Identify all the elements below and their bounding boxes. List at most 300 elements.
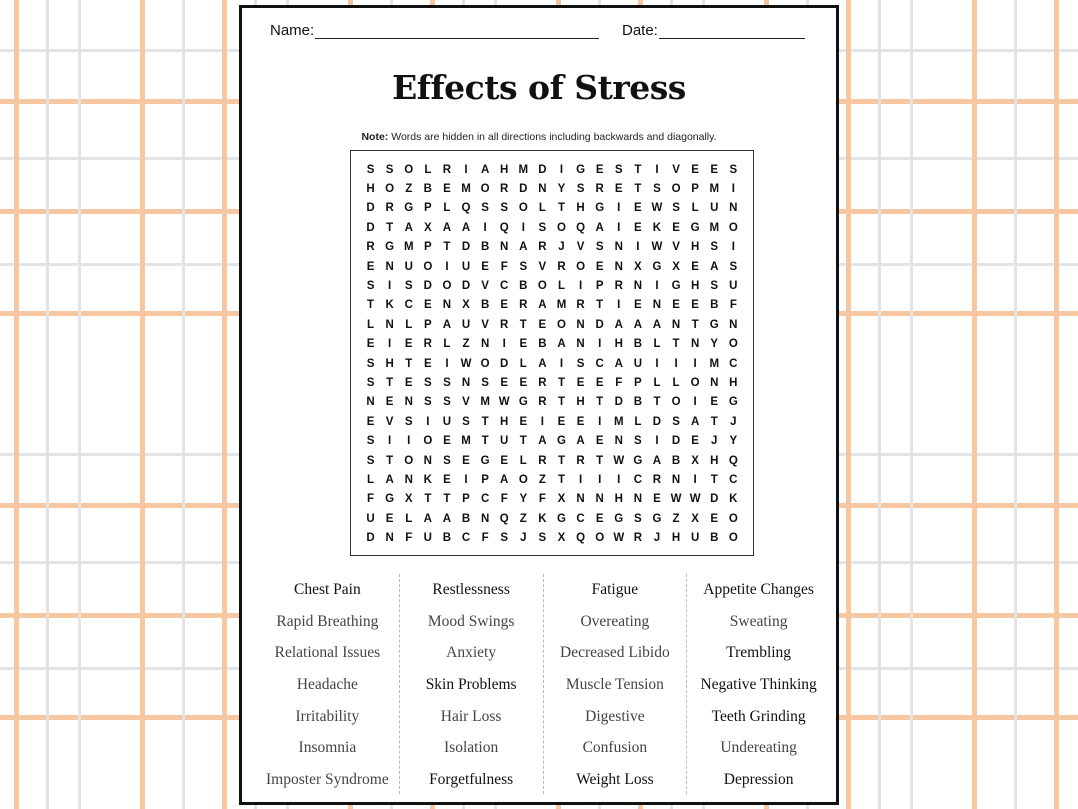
grid-letter[interactable]: I <box>578 280 583 293</box>
grid-letter[interactable]: O <box>537 280 547 293</box>
grid-letter[interactable]: S <box>710 280 719 293</box>
grid-letter[interactable]: L <box>405 512 413 525</box>
grid-row-letters[interactable] <box>361 513 743 525</box>
grid-letter[interactable]: T <box>634 163 642 176</box>
grid-letter[interactable]: D <box>461 280 471 293</box>
grid-letter[interactable]: V <box>576 241 585 254</box>
grid-letter[interactable]: A <box>461 221 471 234</box>
grid-letter[interactable]: C <box>729 473 738 486</box>
grid-letter[interactable]: R <box>633 532 643 545</box>
grid-letter[interactable]: C <box>729 357 738 370</box>
grid-letter[interactable]: L <box>557 280 565 293</box>
grid-letter[interactable]: M <box>709 357 720 370</box>
grid-row-letters[interactable] <box>361 358 743 370</box>
grid-letter[interactable]: D <box>595 318 604 331</box>
grid-letter[interactable]: S <box>519 260 528 273</box>
date-field[interactable] <box>622 22 805 39</box>
grid-letter[interactable]: L <box>405 318 413 331</box>
grid-letter[interactable]: X <box>634 260 642 273</box>
grid-letter[interactable]: I <box>598 415 602 428</box>
grid-letter[interactable]: P <box>462 493 470 506</box>
grid-letter[interactable]: T <box>405 357 413 370</box>
grid-letter[interactable]: I <box>617 202 621 215</box>
grid-letter[interactable]: I <box>655 435 659 448</box>
grid-letter[interactable]: O <box>518 473 528 486</box>
grid-letter[interactable]: K <box>652 221 662 234</box>
grid-letter[interactable]: N <box>480 338 490 351</box>
grid-letter[interactable]: A <box>538 299 547 312</box>
grid-letter[interactable]: G <box>728 396 738 409</box>
grid-letter[interactable]: A <box>480 163 490 176</box>
grid-letter[interactable]: P <box>481 473 489 486</box>
grid-letter[interactable]: M <box>480 396 490 409</box>
grid-letter[interactable]: I <box>559 357 564 370</box>
grid-letter[interactable]: L <box>367 473 375 486</box>
grid-letter[interactable]: O <box>728 532 738 545</box>
grid-letter[interactable]: E <box>691 163 699 176</box>
grid-letter[interactable]: G <box>480 454 490 467</box>
grid-letter[interactable]: R <box>652 473 662 486</box>
grid-row-letters[interactable] <box>361 319 743 331</box>
grid-letter[interactable]: U <box>461 260 471 273</box>
grid-letter[interactable]: N <box>385 532 394 545</box>
grid-letter[interactable]: L <box>519 454 527 467</box>
grid-letter[interactable]: D <box>519 183 528 196</box>
grid-letter[interactable]: G <box>671 280 681 293</box>
grid-letter[interactable]: G <box>385 493 395 506</box>
grid-letter[interactable]: R <box>442 163 452 176</box>
grid-letter[interactable]: L <box>672 376 680 389</box>
grid-row-letters[interactable] <box>361 532 743 544</box>
grid-letter[interactable]: S <box>385 163 394 176</box>
grid-letter[interactable]: S <box>443 454 451 467</box>
grid-letter[interactable]: H <box>671 532 681 545</box>
grid-letter[interactable]: G <box>652 512 662 525</box>
grid-letter[interactable]: L <box>424 163 432 176</box>
grid-letter[interactable]: S <box>500 202 509 215</box>
grid-row-letters[interactable] <box>361 493 743 505</box>
grid-letter[interactable]: Y <box>519 493 528 506</box>
grid-letter[interactable]: I <box>578 473 583 486</box>
grid-letter[interactable]: W <box>651 202 663 215</box>
grid-letter[interactable]: I <box>655 163 659 176</box>
grid-letter[interactable]: O <box>557 318 566 331</box>
grid-letter[interactable]: O <box>728 338 738 351</box>
grid-letter[interactable]: E <box>634 221 642 234</box>
grid-letter[interactable]: S <box>672 202 680 215</box>
grid-letter[interactable]: T <box>672 338 680 351</box>
grid-letter[interactable]: W <box>670 493 682 506</box>
grid-letter[interactable]: E <box>576 376 585 389</box>
grid-letter[interactable]: I <box>521 221 525 234</box>
grid-letter[interactable]: G <box>404 202 414 215</box>
grid-letter[interactable]: E <box>710 396 719 409</box>
grid-letter[interactable]: I <box>655 357 659 370</box>
grid-letter[interactable]: J <box>711 435 718 448</box>
grid-letter[interactable]: A <box>652 318 662 331</box>
grid-letter[interactable]: A <box>385 473 394 486</box>
grid-letter[interactable]: L <box>538 202 546 215</box>
grid-letter[interactable]: T <box>691 318 699 331</box>
grid-letter[interactable]: D <box>366 202 375 215</box>
grid-letter[interactable]: S <box>481 202 489 215</box>
grid-letter[interactable]: A <box>690 415 700 428</box>
grid-letter[interactable]: V <box>462 396 470 409</box>
grid-letter[interactable]: S <box>576 357 585 370</box>
grid-letter[interactable]: R <box>538 376 547 389</box>
grid-letter[interactable]: M <box>403 241 414 254</box>
grid-letter[interactable]: U <box>690 532 700 545</box>
grid-letter[interactable]: I <box>731 183 735 196</box>
grid-letter[interactable]: W <box>460 357 472 370</box>
grid-letter[interactable]: S <box>500 532 509 545</box>
grid-letter[interactable]: S <box>423 376 432 389</box>
grid-letter[interactable]: O <box>557 221 566 234</box>
grid-letter[interactable]: O <box>576 260 586 273</box>
grid-letter[interactable]: A <box>710 260 719 273</box>
grid-letter[interactable]: B <box>461 512 471 525</box>
grid-letter[interactable]: E <box>691 435 699 448</box>
grid-letter[interactable]: O <box>671 183 681 196</box>
grid-letter[interactable]: U <box>710 202 719 215</box>
grid-letter[interactable]: E <box>462 454 470 467</box>
grid-letter[interactable]: S <box>423 396 432 409</box>
grid-row-letters[interactable] <box>361 435 743 447</box>
grid-letter[interactable]: N <box>633 493 643 506</box>
grid-letter[interactable]: N <box>652 299 662 312</box>
grid-letter[interactable]: D <box>366 221 375 234</box>
grid-letter[interactable]: L <box>653 338 661 351</box>
grid-letter[interactable]: E <box>500 299 509 312</box>
grid-letter[interactable]: D <box>423 280 432 293</box>
grid-letter[interactable]: V <box>481 318 489 331</box>
grid-letter[interactable]: Z <box>462 338 470 351</box>
grid-letter[interactable]: S <box>366 280 375 293</box>
grid-letter[interactable]: E <box>557 415 566 428</box>
grid-letter[interactable]: I <box>617 473 621 486</box>
grid-letter[interactable]: B <box>633 338 643 351</box>
date-line[interactable] <box>659 24 805 39</box>
grid-letter[interactable]: A <box>595 221 604 234</box>
grid-letter[interactable]: R <box>500 318 509 331</box>
grid-letter[interactable]: D <box>500 357 509 370</box>
grid-letter[interactable]: A <box>652 454 662 467</box>
grid-letter[interactable]: E <box>500 454 509 467</box>
grid-letter[interactable]: I <box>445 260 449 273</box>
grid-letter[interactable]: O <box>423 435 433 448</box>
grid-letter[interactable]: O <box>728 512 738 525</box>
grid-letter[interactable]: D <box>366 532 375 545</box>
grid-letter[interactable]: M <box>556 299 567 312</box>
grid-letter[interactable]: W <box>651 241 663 254</box>
grid-letter[interactable]: H <box>385 357 394 370</box>
grid-letter[interactable]: S <box>672 415 680 428</box>
grid-letter[interactable]: T <box>653 396 661 409</box>
grid-letter[interactable]: E <box>595 376 604 389</box>
grid-letter[interactable]: I <box>426 415 430 428</box>
grid-letter[interactable]: N <box>404 473 413 486</box>
grid-letter[interactable]: H <box>500 163 509 176</box>
grid-letter[interactable]: H <box>576 396 585 409</box>
grid-letter[interactable]: U <box>461 318 471 331</box>
grid-letter[interactable]: T <box>596 454 604 467</box>
grid-letter[interactable]: L <box>367 318 375 331</box>
grid-letter[interactable]: N <box>576 338 585 351</box>
grid-letter[interactable]: Z <box>538 473 546 486</box>
grid-letter[interactable]: N <box>538 183 547 196</box>
grid-row-letters[interactable] <box>361 474 743 486</box>
grid-letter[interactable]: A <box>557 338 566 351</box>
grid-letter[interactable]: X <box>691 512 699 525</box>
grid-letter[interactable]: A <box>538 435 547 448</box>
grid-letter[interactable]: O <box>671 396 681 409</box>
grid-letter[interactable]: T <box>519 435 527 448</box>
grid-letter[interactable]: B <box>442 532 452 545</box>
grid-letter[interactable]: I <box>464 473 468 486</box>
grid-letter[interactable]: N <box>671 318 681 331</box>
grid-letter[interactable]: E <box>519 376 528 389</box>
grid-letter[interactable]: N <box>710 376 719 389</box>
grid-letter[interactable]: R <box>614 280 623 293</box>
word-search-grid[interactable] <box>350 150 754 556</box>
grid-letter[interactable]: I <box>693 357 697 370</box>
grid-letter[interactable]: B <box>710 532 719 545</box>
grid-letter[interactable]: L <box>519 357 527 370</box>
grid-letter[interactable]: I <box>540 415 544 428</box>
grid-letter[interactable]: N <box>423 454 432 467</box>
grid-letter[interactable]: S <box>576 183 585 196</box>
grid-letter[interactable]: E <box>423 357 432 370</box>
grid-row-letters[interactable] <box>361 202 743 214</box>
grid-letter[interactable]: S <box>481 376 489 389</box>
grid-letter[interactable]: E <box>672 299 680 312</box>
grid-letter[interactable]: S <box>404 280 413 293</box>
grid-letter[interactable]: M <box>461 183 471 196</box>
grid-letter[interactable]: F <box>500 260 508 273</box>
grid-letter[interactable]: F <box>367 493 375 506</box>
grid-letter[interactable]: N <box>614 260 623 273</box>
grid-letter[interactable]: N <box>576 493 585 506</box>
grid-letter[interactable]: S <box>366 454 375 467</box>
grid-letter[interactable]: I <box>483 221 487 234</box>
grid-letter[interactable]: A <box>576 435 585 448</box>
grid-letter[interactable]: E <box>538 318 547 331</box>
grid-letter[interactable]: T <box>596 299 604 312</box>
grid-letter[interactable]: Q <box>499 221 509 234</box>
grid-letter[interactable]: R <box>538 454 547 467</box>
grid-letter[interactable]: Q <box>461 202 471 215</box>
grid-letter[interactable]: H <box>366 183 375 196</box>
grid-letter[interactable]: Z <box>519 512 527 525</box>
grid-letter[interactable]: X <box>672 260 680 273</box>
grid-letter[interactable]: G <box>709 318 719 331</box>
grid-letter[interactable]: T <box>443 241 451 254</box>
grid-letter[interactable]: W <box>689 493 701 506</box>
grid-letter[interactable]: L <box>691 202 699 215</box>
grid-letter[interactable]: A <box>442 221 452 234</box>
grid-letter[interactable]: J <box>520 532 527 545</box>
grid-letter[interactable]: F <box>615 376 623 389</box>
grid-letter[interactable]: Z <box>405 183 413 196</box>
grid-letter[interactable]: G <box>652 260 662 273</box>
grid-letter[interactable]: E <box>634 202 642 215</box>
grid-letter[interactable]: U <box>442 415 452 428</box>
grid-letter[interactable]: F <box>538 493 546 506</box>
grid-letter[interactable]: N <box>461 376 471 389</box>
grid-letter[interactable]: C <box>595 357 604 370</box>
grid-letter[interactable]: E <box>366 260 375 273</box>
grid-letter[interactable]: I <box>693 473 697 486</box>
grid-letter[interactable]: I <box>655 280 659 293</box>
grid-letter[interactable]: S <box>710 241 719 254</box>
grid-letter[interactable]: N <box>595 493 604 506</box>
grid-letter[interactable]: T <box>519 318 527 331</box>
grid-letter[interactable]: T <box>367 299 375 312</box>
grid-letter[interactable]: U <box>729 280 738 293</box>
grid-letter[interactable]: T <box>557 454 565 467</box>
grid-letter[interactable]: B <box>480 299 490 312</box>
grid-letter[interactable]: T <box>386 454 394 467</box>
grid-letter[interactable]: I <box>731 241 735 254</box>
grid-letter[interactable]: K <box>729 493 738 506</box>
grid-letter[interactable]: O <box>385 183 395 196</box>
grid-letter[interactable]: N <box>366 396 375 409</box>
grid-letter[interactable]: M <box>461 435 471 448</box>
grid-letter[interactable]: I <box>388 338 392 351</box>
grid-letter[interactable]: O <box>518 202 528 215</box>
grid-letter[interactable]: T <box>386 376 394 389</box>
grid-letter[interactable]: M <box>709 221 720 234</box>
grid-letter[interactable]: R <box>538 241 547 254</box>
grid-letter[interactable]: E <box>576 415 585 428</box>
grid-letter[interactable]: G <box>633 454 643 467</box>
grid-letter[interactable]: N <box>614 435 623 448</box>
grid-row-letters[interactable] <box>361 377 743 389</box>
grid-letter[interactable]: X <box>462 299 470 312</box>
grid-letter[interactable]: E <box>519 338 528 351</box>
grid-row-letters[interactable] <box>361 222 743 234</box>
grid-letter[interactable]: A <box>404 221 413 234</box>
grid-letter[interactable]: S <box>366 435 375 448</box>
grid-letter[interactable]: B <box>710 299 719 312</box>
grid-letter[interactable]: Q <box>499 512 509 525</box>
grid-letter[interactable]: L <box>634 415 642 428</box>
grid-letter[interactable]: S <box>366 376 375 389</box>
grid-letter[interactable]: R <box>557 260 566 273</box>
grid-letter[interactable]: T <box>557 376 565 389</box>
grid-letter[interactable]: D <box>652 415 662 428</box>
grid-letter[interactable]: O <box>728 221 738 234</box>
grid-letter[interactable]: B <box>423 183 432 196</box>
grid-letter[interactable]: B <box>671 454 681 467</box>
grid-letter[interactable]: D <box>710 493 719 506</box>
grid-letter[interactable]: A <box>614 318 623 331</box>
grid-letter[interactable]: R <box>500 183 509 196</box>
grid-letter[interactable]: N <box>480 512 490 525</box>
grid-letter[interactable]: E <box>519 415 528 428</box>
grid-letter[interactable]: B <box>633 396 643 409</box>
grid-letter[interactable]: N <box>633 280 643 293</box>
grid-letter[interactable]: O <box>442 280 452 293</box>
grid-letter[interactable]: H <box>614 338 623 351</box>
grid-letter[interactable]: S <box>538 221 547 234</box>
grid-letter[interactable]: X <box>423 221 432 234</box>
grid-letter[interactable]: P <box>423 318 432 331</box>
grid-letter[interactable]: S <box>538 532 547 545</box>
grid-letter[interactable]: C <box>633 473 643 486</box>
grid-letter[interactable]: V <box>672 241 680 254</box>
grid-letter[interactable]: H <box>500 415 509 428</box>
grid-letter[interactable]: P <box>423 202 432 215</box>
grid-letter[interactable]: R <box>538 396 547 409</box>
grid-letter[interactable]: M <box>518 163 529 176</box>
grid-letter[interactable]: E <box>404 376 413 389</box>
grid-letter[interactable]: F <box>405 532 413 545</box>
grid-letter[interactable]: S <box>614 163 623 176</box>
grid-letter[interactable]: U <box>500 435 509 448</box>
grid-row-letters[interactable] <box>361 261 743 273</box>
grid-letter[interactable]: E <box>481 260 489 273</box>
grid-letter[interactable]: N <box>404 396 413 409</box>
grid-letter[interactable]: A <box>423 512 432 525</box>
grid-letter[interactable]: L <box>443 202 451 215</box>
grid-letter[interactable]: G <box>595 202 605 215</box>
grid-row-letters[interactable] <box>361 416 743 428</box>
grid-letter[interactable]: C <box>461 532 471 545</box>
grid-letter[interactable]: P <box>423 241 432 254</box>
grid-letter[interactable]: E <box>366 338 375 351</box>
grid-letter[interactable]: X <box>557 532 566 545</box>
grid-letter[interactable]: S <box>595 241 604 254</box>
grid-letter[interactable]: Q <box>576 532 586 545</box>
grid-letter[interactable]: N <box>385 318 394 331</box>
grid-letter[interactable]: S <box>462 415 470 428</box>
grid-letter[interactable]: E <box>595 435 604 448</box>
grid-letter[interactable]: S <box>366 163 375 176</box>
grid-letter[interactable]: X <box>404 493 413 506</box>
grid-letter[interactable]: A <box>614 357 623 370</box>
grid-letter[interactable]: E <box>691 299 699 312</box>
grid-letter[interactable]: P <box>634 376 642 389</box>
grid-letter[interactable]: S <box>653 183 661 196</box>
grid-letter[interactable]: N <box>385 260 394 273</box>
grid-letter[interactable]: A <box>519 241 528 254</box>
grid-letter[interactable]: J <box>653 532 661 545</box>
grid-letter[interactable]: H <box>729 376 738 389</box>
grid-letter[interactable]: R <box>595 183 604 196</box>
grid-letter[interactable]: E <box>500 376 509 389</box>
grid-letter[interactable]: J <box>558 241 565 254</box>
grid-letter[interactable]: E <box>595 260 604 273</box>
grid-letter[interactable]: E <box>366 415 375 428</box>
grid-letter[interactable]: I <box>617 299 621 312</box>
grid-letter[interactable]: T <box>443 493 451 506</box>
grid-letter[interactable]: S <box>634 512 642 525</box>
grid-row-letters[interactable] <box>361 241 743 253</box>
grid-letter[interactable]: D <box>671 435 681 448</box>
grid-letter[interactable]: Q <box>728 454 738 467</box>
grid-letter[interactable]: E <box>443 473 451 486</box>
grid-letter[interactable]: I <box>445 357 449 370</box>
grid-letter[interactable]: J <box>730 415 737 428</box>
grid-letter[interactable]: T <box>424 493 432 506</box>
grid-letter[interactable]: A <box>442 512 452 525</box>
grid-letter[interactable]: S <box>729 163 738 176</box>
grid-letter[interactable]: D <box>461 241 471 254</box>
grid-letter[interactable]: N <box>576 318 585 331</box>
grid-letter[interactable]: O <box>480 183 490 196</box>
grid-letter[interactable]: H <box>690 241 700 254</box>
